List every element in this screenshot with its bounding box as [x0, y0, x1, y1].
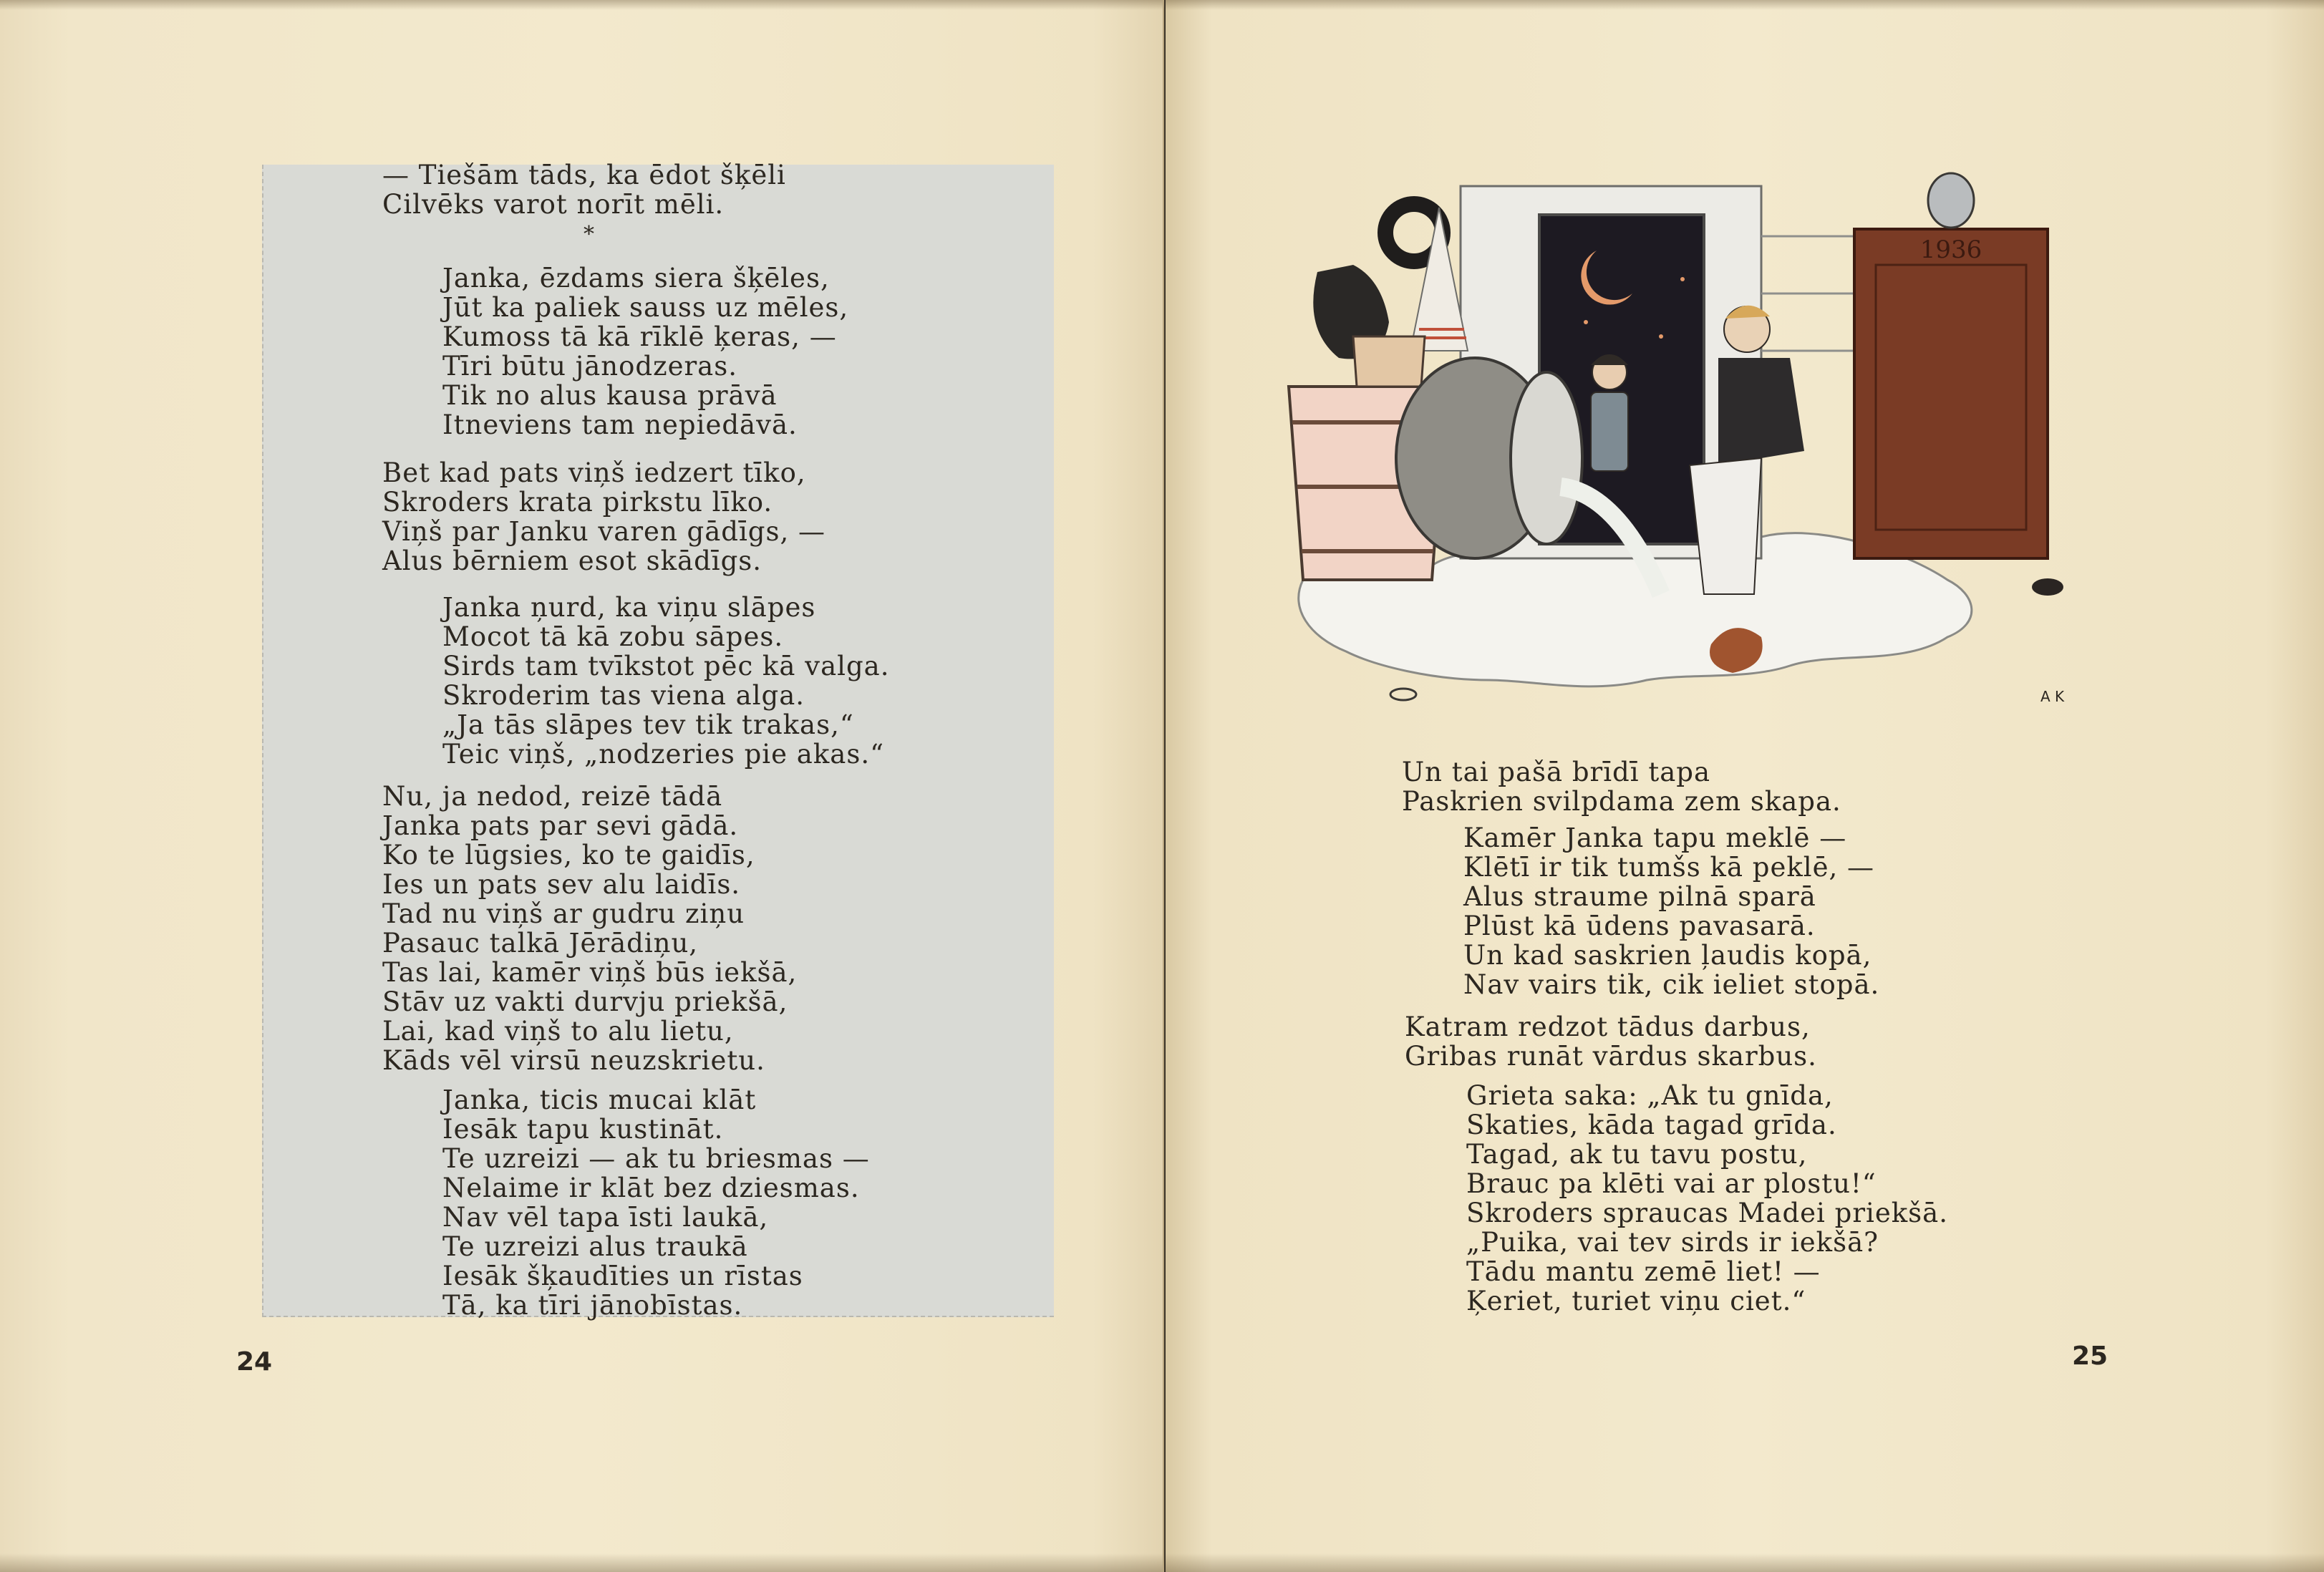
right-stanza-4: Grieta saka: „Ak tu gnīda, Skaties, kāda tagad grīda. Tagad, ak tu tavu postu, Brauc pa klēti vai ar plostu!“ Skroders spraucas Madei priekšā. „Puika, vai tev sirds ir iekšā? Tādu mantu zemē liet! — Ķeriet, turiet viņu ciet.“ — [1466, 1080, 1948, 1316]
page-edge-bottom — [1166, 1553, 2324, 1572]
left-stanza-1: — Tiešām tāds, ka ēdot šķēli Cilvēks varot norīt mēli. — [382, 160, 786, 220]
left-stanza-2: Janka, ēzdams siera šķēles, Jūt ka paliek sauss uz mēles, Kumoss tā kā rīklē ķeras, — Tīri būtu jānodzeras. Tik no alus kausa prāvā Itneviens tam nepiedāvā. — [442, 263, 849, 440]
left-stanza-4: Janka ņurd, ka viņu slāpes Mocot tā kā zobu sāpes. Sirds tam tvīkstot pēc kā valga. Skroderim tas viena alga. „Ja tās slāpes tev tik trakas,“ Teic viņš, „nodzeries pie akas.“ — [442, 592, 890, 770]
page-edge-top — [0, 0, 1163, 10]
wooden-cabinet — [1854, 229, 2048, 558]
small-boy — [1591, 392, 1628, 471]
right-stanza-3: Katram redzot tādus darbus, Gribas runāt vārdus skarbus. — [1405, 1011, 1817, 1072]
illustration-canvas — [1260, 150, 2076, 737]
page-edge-top — [1166, 0, 2324, 10]
left-stanza-5: Nu, ja nedod, reizē tādā Janka pats par sevi gādā. Ko te lūgsies, ko te gaidīs, Ies un pats sev alu laidīs. Tad nu viņš ar gudru ziņu Pasauc talkā Jērādiņu, Tas lai, kamēr viņš būs iekšā, Stāv uz vakti durvju priekšā, Lai, kad viņš to alu lietu, Kāds vēl virsū neuzskrietu. — [382, 781, 798, 1076]
cabinet-year: 1936 — [1919, 236, 1982, 264]
left-stanza-6: Janka, ticis mucai klāt Iesāk tapu kustināt. Te uzreizi — ak tu briesmas — Nelaime ir klāt bez dziesmas. Nav vēl tapa īsti laukā, Te uzreizi alus traukā Iesāk šķaudīties un rīstas Tā, ka tīri jānobīstas. — [442, 1085, 870, 1321]
stanza-separator: * — [584, 222, 594, 247]
jug — [1353, 336, 1425, 387]
right-stanza-1: Un tai pašā brīdī tapa Paskrien svilpdama zem skapa. — [1402, 757, 1841, 817]
artist-signature: A K — [2040, 688, 2065, 705]
page-edge-bottom — [0, 1553, 1163, 1572]
beer-barrel-illustration — [1260, 150, 2076, 737]
right-stanza-2: Kamēr Janka tapu meklē — Klētī ir tik tumšs kā peklē, — Alus straume pilnā sparā Plūst kā ūdens pavasarā. Un kad saskrien ļaudis kopā, Nav vairs tik, cik ieliet stopā. — [1463, 823, 1880, 1000]
vase — [1928, 173, 1974, 228]
left-stanza-3: Bet kad pats viņš iedzert tīko, Skroders krata pirkstu līko. Viņš par Janku varen gādīgs, — Alus bērniem esot skādīgs. — [382, 457, 826, 576]
older-boy-jacket — [1718, 358, 1804, 465]
page-number-right: 25 — [2072, 1341, 2108, 1371]
page-number-left: 24 — [236, 1347, 273, 1377]
tap — [1390, 689, 1416, 700]
mouse — [2032, 578, 2063, 596]
